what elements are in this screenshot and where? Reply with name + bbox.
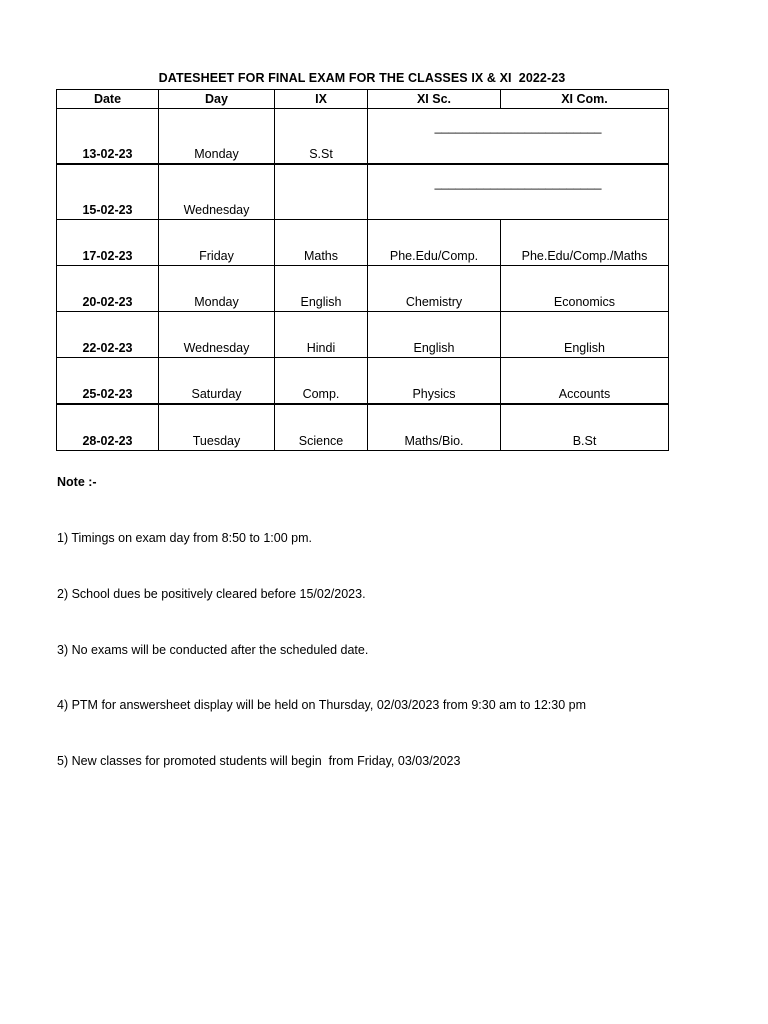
column-header-xi-com: XI Com. xyxy=(501,90,669,109)
date-cell: 28-02-23 xyxy=(57,404,159,451)
day-cell: Monday xyxy=(159,109,275,165)
xi-sc-subject-cell: Phe.Edu/Comp. xyxy=(368,220,501,266)
note-item: 2) School dues be positively cleared before 15/02/2023. xyxy=(57,586,366,601)
date-cell: 13-02-23 xyxy=(57,109,159,165)
ix-subject-cell: English xyxy=(275,266,368,312)
xi-no-exam-cell xyxy=(368,109,669,165)
table-header-row xyxy=(57,90,669,109)
ix-subject-cell: Comp. xyxy=(275,358,368,405)
notes-heading: Note :- xyxy=(57,475,97,490)
notes-section xyxy=(57,436,586,789)
xi-com-subject-cell: B.St xyxy=(501,404,669,451)
date-cell: 25-02-23 xyxy=(57,358,159,405)
datesheet-table xyxy=(56,89,669,451)
blank-line: ________________________ xyxy=(434,176,602,190)
xi-sc-subject-cell: Maths/Bio. xyxy=(368,404,501,451)
xi-sc-subject-cell: Chemistry xyxy=(368,266,501,312)
column-header-ix: IX xyxy=(275,90,368,109)
date-cell: 22-02-23 xyxy=(57,312,159,358)
xi-no-exam-cell xyxy=(368,164,669,220)
date-cell: 17-02-23 xyxy=(57,220,159,266)
ix-subject-cell: Maths xyxy=(275,220,368,266)
note-item: 3) No exams will be conducted after the scheduled date. xyxy=(57,642,369,657)
ix-subject-cell xyxy=(275,164,368,220)
column-header-day: Day xyxy=(159,90,275,109)
ix-subject-cell: S.St xyxy=(275,109,368,165)
date-cell: 20-02-23 xyxy=(57,266,159,312)
day-cell: Monday xyxy=(159,266,275,312)
date-cell: 15-02-23 xyxy=(57,164,159,220)
table-row xyxy=(57,164,669,220)
note-item: 5) New classes for promoted students will begin from Friday, 03/03/2023 xyxy=(57,754,461,769)
ix-subject-cell: Hindi xyxy=(275,312,368,358)
note-item: 1) Timings on exam day from 8:50 to 1:00 pm. xyxy=(57,530,312,545)
xi-com-subject-cell: Phe.Edu/Comp./Maths xyxy=(501,220,669,266)
column-header-date: Date xyxy=(57,90,159,109)
xi-com-subject-cell: English xyxy=(501,312,669,358)
table-row xyxy=(57,220,669,266)
blank-line: ________________________ xyxy=(434,120,602,134)
xi-com-subject-cell: Accounts xyxy=(501,358,669,405)
note-item: 4) PTM for answersheet display will be held on Thursday, 02/03/2023 from 9:30 am to 12:30 pm xyxy=(57,698,586,713)
xi-sc-subject-cell: English xyxy=(368,312,501,358)
table-row xyxy=(57,358,669,405)
table-row xyxy=(57,266,669,312)
day-cell: Friday xyxy=(159,220,275,266)
day-cell: Wednesday xyxy=(159,164,275,220)
day-cell: Wednesday xyxy=(159,312,275,358)
xi-sc-subject-cell: Physics xyxy=(368,358,501,405)
xi-com-subject-cell: Economics xyxy=(501,266,669,312)
day-cell: Tuesday xyxy=(159,404,275,451)
column-header-xi-sc: XI Sc. xyxy=(368,90,501,109)
datesheet-title: DATESHEET FOR FINAL EXAM FOR THE CLASSES IX & XI 2022-23 xyxy=(158,71,566,85)
ix-subject-cell: Science xyxy=(275,404,368,451)
table-row xyxy=(57,312,669,358)
day-cell: Saturday xyxy=(159,358,275,405)
table-row xyxy=(57,109,669,165)
